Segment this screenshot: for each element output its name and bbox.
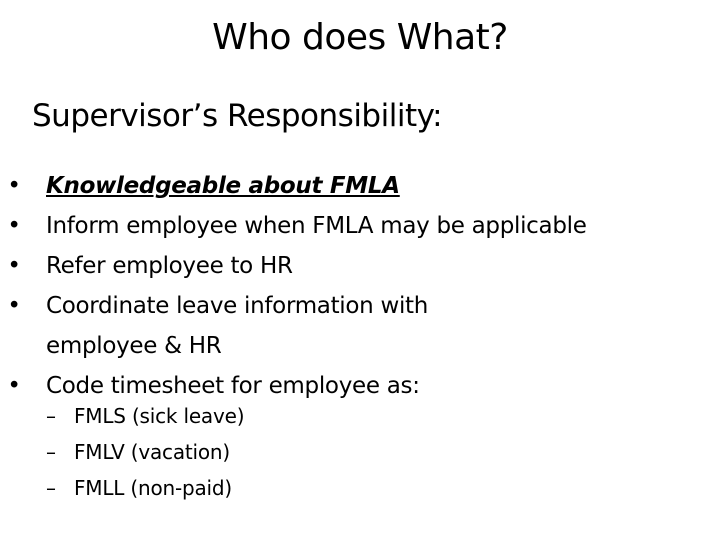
bullet-item <box>4 286 704 366</box>
bullet-text: Code timesheet for employee as: <box>46 373 420 399</box>
sub-bullet-text: FMLV (vacation) <box>74 440 231 464</box>
bullet-list <box>4 166 704 406</box>
bullet-text: Refer employee to HR <box>46 253 293 279</box>
bullet-item <box>4 246 704 286</box>
sub-bullet-item <box>46 398 244 434</box>
bullet-marker: • <box>7 173 21 199</box>
bullet-item <box>4 206 704 246</box>
bullet-text: Knowledgeable about FMLA <box>46 173 400 199</box>
slide-subtitle: Supervisor’s Responsibility: <box>32 98 443 134</box>
bullet-marker: • <box>7 253 21 279</box>
sub-bullet-text: FMLS (sick leave) <box>74 404 245 428</box>
dash-marker: – <box>46 476 56 500</box>
bullet-marker: • <box>7 293 21 319</box>
bullet-text: Coordinate leave information with <box>46 293 429 319</box>
slide-title: Who does What? <box>212 17 508 58</box>
bullet-text-continuation: employee & HR <box>46 333 222 359</box>
bullet-item <box>4 166 704 206</box>
sub-bullet-item <box>46 434 244 470</box>
sub-bullet-text: FMLL (non-paid) <box>74 476 233 500</box>
sub-bullet-list <box>46 398 244 506</box>
sub-bullet-item <box>46 470 244 506</box>
bullet-marker: • <box>7 373 21 399</box>
bullet-marker: • <box>7 213 21 239</box>
dash-marker: – <box>46 404 56 428</box>
dash-marker: – <box>46 440 56 464</box>
bullet-text: Inform employee when FMLA may be applicable <box>46 213 587 239</box>
